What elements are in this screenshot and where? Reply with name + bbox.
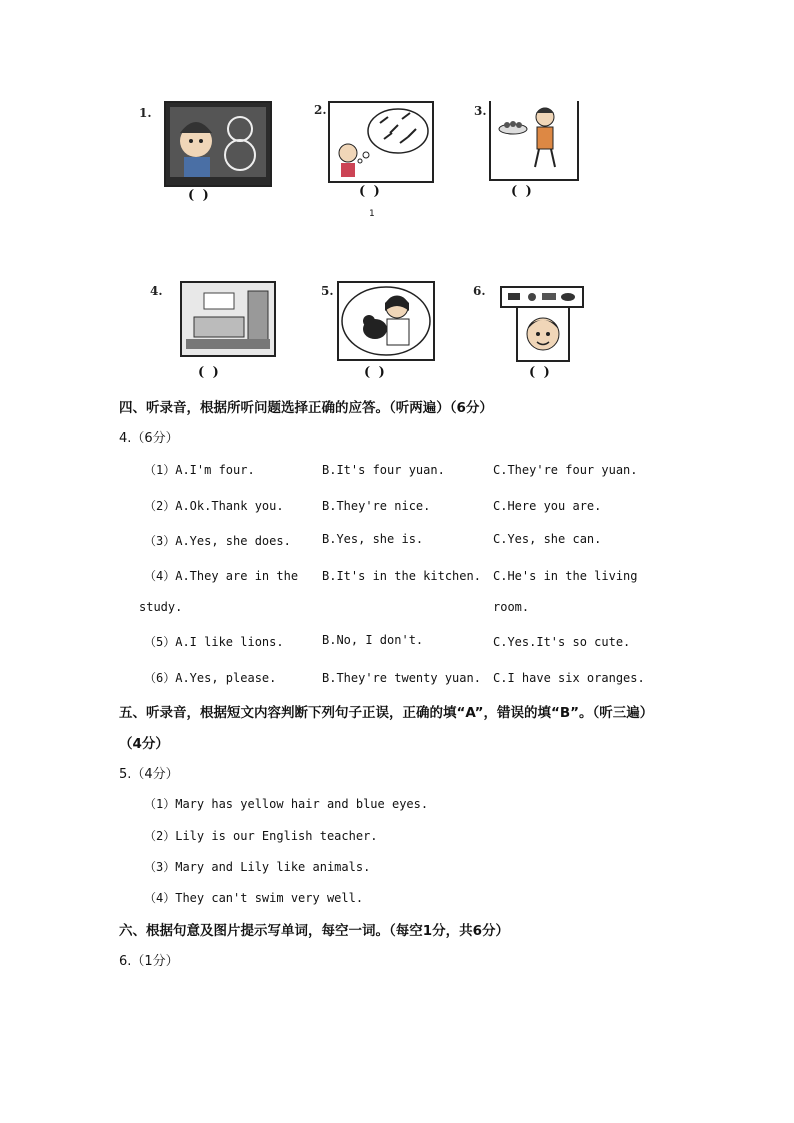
q4-6-option-c[interactable]: C.I have six oranges. — [493, 671, 645, 685]
q4-3-option-a[interactable]: （3）A.Yes, she does. — [144, 534, 291, 548]
picture-number-5: 5. — [321, 284, 334, 298]
section-5-heading: 五、听录音，根据短文内容判断下列句子正误，正确的填“A”，错误的填“B”。（听三遍） — [119, 705, 654, 721]
picture-number-2: 2. — [314, 103, 327, 117]
picture-boy-with-food-shelf — [500, 286, 584, 308]
q4-1-option-b[interactable]: B.It's four yuan. — [322, 463, 445, 477]
picture-girl-thinking-pencils — [328, 101, 434, 183]
q5-statement-1: （1）Mary has yellow hair and blue eyes. — [144, 797, 429, 811]
q4-3-option-c[interactable]: C.Yes, she can. — [493, 532, 602, 546]
question-6-label: 6.（1分） — [119, 954, 179, 969]
section-6-heading: 六、根据句意及图片提示写单词，每空一词。（每空1分，共6分） — [119, 923, 510, 939]
picture-number-4: 4. — [150, 284, 163, 298]
answer-paren-2[interactable]: ( ) — [359, 184, 382, 199]
section-4-heading: 四、听录音，根据所听问题选择正确的应答。（听两遍）（6分） — [119, 400, 493, 416]
q4-4-option-a-cont[interactable]: study. — [139, 600, 183, 614]
question-4-label: 4.（6分） — [119, 431, 179, 446]
page-marker: 1 — [369, 209, 375, 219]
q4-4-option-c[interactable]: C.He's in the living — [493, 569, 638, 583]
picture-number-1: 1. — [139, 106, 152, 120]
q4-4-option-a[interactable]: （4）A.They are in the — [144, 569, 299, 583]
q4-5-option-a[interactable]: （5）A.I like lions. — [144, 635, 284, 649]
section-5-heading-points: （4分） — [119, 736, 169, 752]
answer-paren-6[interactable]: ( ) — [529, 365, 552, 380]
q4-5-option-b[interactable]: B.No, I don't. — [322, 633, 424, 647]
q4-1-option-a[interactable]: （1）A.I'm four. — [144, 463, 255, 477]
picture-girl-with-fruit-plate — [489, 101, 579, 181]
q5-statement-3: （3）Mary and Lily like animals. — [144, 860, 371, 874]
q4-3-option-b[interactable]: B.Yes, she is. — [322, 532, 424, 546]
q5-statement-2: （2）Lily is our English teacher. — [144, 829, 378, 843]
answer-paren-3[interactable]: ( ) — [511, 184, 534, 199]
q4-2-option-b[interactable]: B.They're nice. — [322, 499, 431, 513]
question-5-label: 5.（4分） — [119, 767, 179, 782]
q4-5-option-c[interactable]: C.Yes.It's so cute. — [493, 635, 631, 649]
picture-number-6: 6. — [473, 284, 486, 298]
answer-paren-4[interactable]: ( ) — [198, 365, 221, 380]
picture-girl-with-dog — [337, 281, 435, 361]
q5-statement-4: （4）They can't swim very well. — [144, 891, 364, 905]
q4-4-option-c-cont[interactable]: room. — [493, 600, 530, 614]
q4-1-option-c[interactable]: C.They're four yuan. — [493, 463, 638, 477]
answer-paren-5[interactable]: ( ) — [364, 365, 387, 380]
answer-paren-1[interactable]: ( ) — [188, 188, 211, 203]
picture-number-3: 3. — [474, 104, 487, 118]
q4-2-option-a[interactable]: （2）A.Ok.Thank you. — [144, 499, 284, 513]
picture-boy-face — [516, 306, 570, 362]
picture-boy-number-eight — [164, 101, 272, 187]
q4-4-option-b[interactable]: B.It's in the kitchen. — [322, 569, 481, 583]
q4-6-option-a[interactable]: （6）A.Yes, please. — [144, 671, 277, 685]
q4-6-option-b[interactable]: B.They're twenty yuan. — [322, 671, 481, 685]
q4-2-option-c[interactable]: C.Here you are. — [493, 499, 602, 513]
picture-living-room — [180, 281, 276, 357]
